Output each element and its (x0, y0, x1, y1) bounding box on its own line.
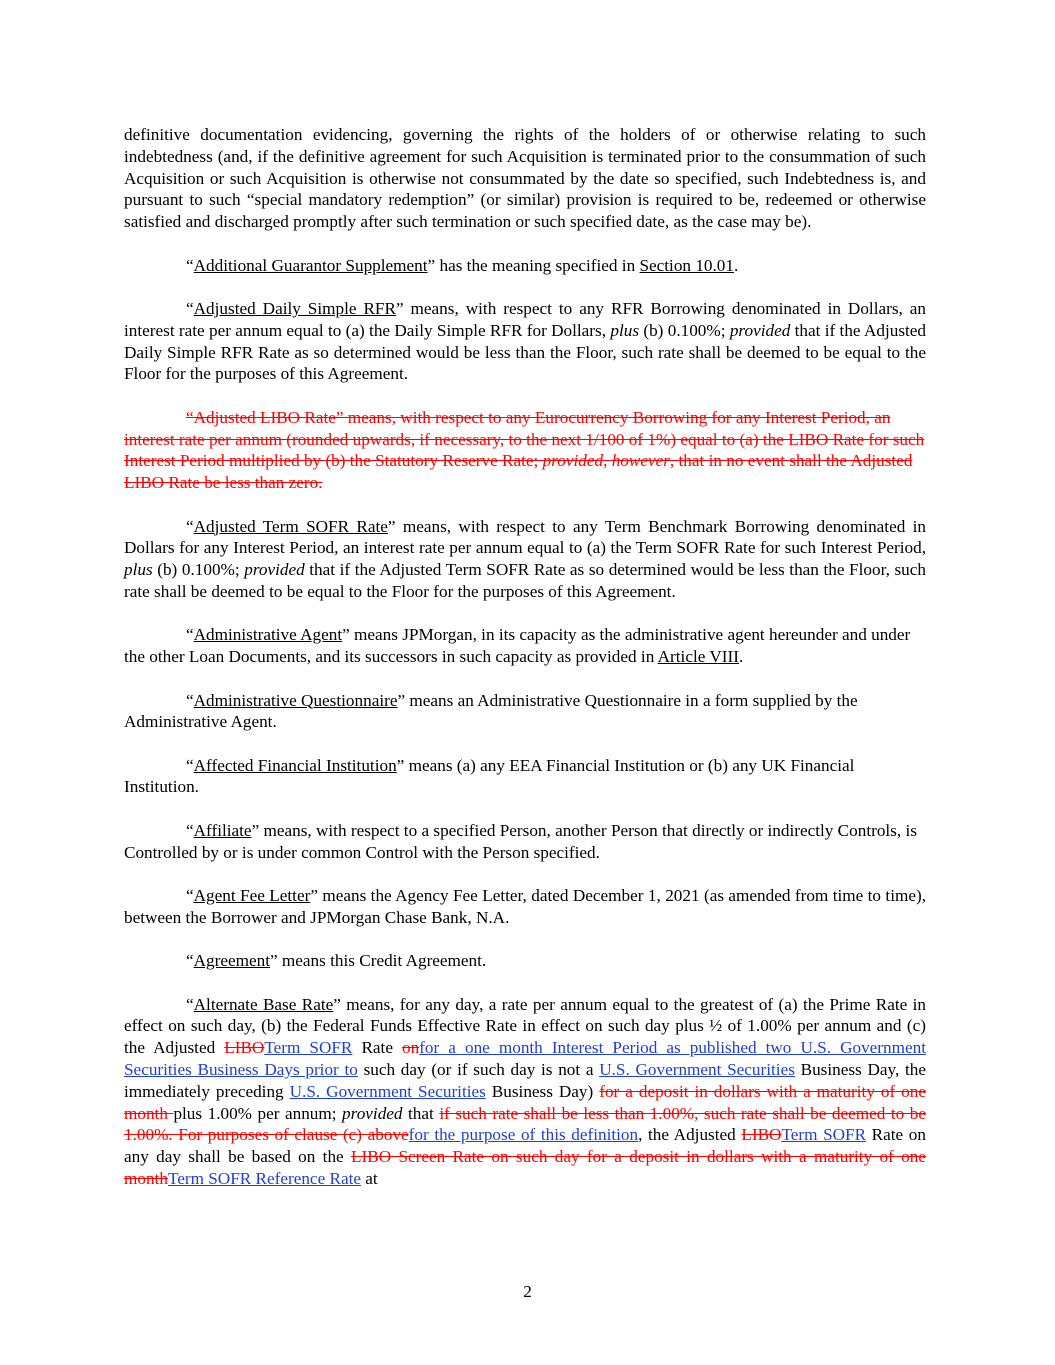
deleted-text: LIBO Screen Rate on such day for a deposit in dollars with a maturity of one month (124, 1147, 926, 1189)
definition-text: ” means, with respect to a specified Person, another Person that directly or indirectly Controls, is Controlled by or is under common Control with the Person specified. (124, 820, 917, 862)
inserted-text: U.S. Government Securities (289, 1081, 486, 1101)
defined-term: Affected Financial Institution (193, 755, 397, 775)
deleted-italic-text: however (611, 451, 670, 471)
open-quote: “ (186, 625, 194, 645)
definition-text: that (402, 1103, 440, 1123)
definition-text: Rate on any day shall be based on the (124, 1125, 926, 1167)
definition-text: such day (or if such day is not a (357, 1060, 600, 1080)
definition-alternate-base-rate (124, 994, 926, 1190)
open-quote: “ (186, 755, 194, 775)
definition-text: (b) 0.100%; (152, 560, 245, 580)
definition-text: ” means, for any day, a rate per annum equal to the greatest of (a) the Prime Rate in effect on such day, (b) the Federal Funds Effective Rate in effect on such day plus ½ of 1.00% per annum and (c) the Adjusted (124, 994, 926, 1058)
definition-affiliate (124, 820, 926, 864)
definition-adjusted-daily-simple-rfr (124, 298, 926, 385)
open-quote: “ (186, 886, 194, 906)
definition-text: ” means JPMorgan, in its capacity as the administrative agent hereunder and under the other Loan Documents, and its successors in such capacity as provided in (124, 625, 911, 667)
paragraph-continuation (124, 124, 926, 233)
defined-term: Agent Fee Letter (193, 886, 311, 906)
definition-administrative-agent (124, 624, 926, 668)
definition-adjusted-term-sofr-rate (124, 516, 926, 603)
open-quote: “ (186, 994, 194, 1014)
definition-additional-guarantor-supplement (124, 255, 926, 277)
open-quote: “ (186, 820, 194, 840)
defined-term: Administrative Agent (193, 625, 343, 645)
deleted-text: , that in no event shall the Adjusted LIBO Rate be less than zero. (124, 451, 913, 493)
open-quote: “ (186, 951, 194, 971)
article-reference: Article VIII (657, 647, 739, 667)
period: . (738, 647, 744, 667)
deleted-text: for a deposit in dollars with a maturity of one month (124, 1081, 926, 1123)
definition-text: Business Day, the immediately preceding (124, 1060, 926, 1101)
definition-text: ” means an Administrative Questionnaire in a form supplied by the Administrative Agent. (124, 690, 858, 732)
definition-text: , the Adjusted (638, 1125, 742, 1145)
open-quote: “ (186, 690, 194, 710)
defined-term: Agreement (193, 951, 270, 971)
italic-text: provided (729, 320, 791, 340)
deleted-text: LIBO (741, 1125, 782, 1145)
definition-text: ” means this Credit Agreement. (270, 951, 487, 971)
definition-text: Rate (352, 1038, 403, 1058)
italic-text: provided (244, 560, 305, 580)
definition-text: ” means, with respect to any RFR Borrowing denominated in Dollars, an interest rate per annum equal to (a) the Daily Simple RFR for Dollars, (124, 298, 927, 340)
page-number: 2 (523, 1282, 532, 1301)
definition-text: that if the Adjusted Term SOFR Rate as so determined would be less than the Floor, such rate shall be deemed to be equal to the Floor for the purposes of this Agreement. (124, 560, 926, 601)
definition-adjusted-libo-rate-deleted (124, 407, 926, 494)
defined-term: Alternate Base Rate (193, 994, 334, 1014)
defined-term: Administrative Questionnaire (193, 690, 398, 710)
definition-text: ” has the meaning specified in (427, 255, 640, 275)
inserted-text: Term SOFR (781, 1125, 867, 1145)
inserted-text: U.S. Government Securities (599, 1060, 795, 1080)
inserted-text: for a one month Interest Period as published two U.S. Government Securities Business Days prior to (124, 1038, 926, 1080)
definition-text: plus 1.00% per annum; (173, 1103, 343, 1123)
period: . (734, 255, 739, 275)
definition-text: Business Day) (485, 1081, 600, 1101)
deleted-text: “Adjusted LIBO Rate” means, with respect to any Eurocurrency Borrowing for any Interest Period, an interest rate per annum (rounded upwards, if necessary, to the next 1/100 of 1%) equal to (a) the LIBO Rate for such Interest Period multiplied by (b) the Statutory Reserve Rate; (124, 407, 925, 471)
defined-term: Additional Guarantor Supplement (193, 255, 428, 275)
definition-text: ” means (a) any EEA Financial Institution or (b) any UK Financial Institution. (124, 755, 855, 797)
definition-text: ” means the Agency Fee Letter, dated December 1, 2021 (as amended from time to time), between the Borrower and JPMorgan Chase Bank, N.A. (124, 886, 926, 927)
paragraph-text: definitive documentation evidencing, governing the rights of the holders of or otherwise relating to such indebtedness (and, if the definitive agreement for such Acquisition is terminated prior to the consummation of such Acquisition or such Acquisition is otherwise not consummated by the date so specified, such Indebtedness is, and pursuant to such “special mandatory redemption” (or similar) provision is required to be, redeemed or otherwise satisfied and discharged promptly after such termination or such specified date, as the case may be). (124, 125, 926, 232)
italic-text: plus (610, 320, 640, 340)
open-quote: “ (186, 516, 194, 536)
open-quote: “ (186, 255, 194, 275)
italic-text: plus (124, 560, 153, 580)
definition-text: at (361, 1169, 378, 1189)
open-quote: “ (186, 298, 194, 318)
deleted-text: LIBO (224, 1038, 265, 1058)
section-reference: Section 10.01 (639, 255, 734, 275)
defined-term: Affiliate (193, 820, 252, 840)
inserted-text: Term SOFR Reference Rate (167, 1169, 361, 1189)
definition-text: ” means, with respect to any Term Benchmark Borrowing denominated in Dollars for any Interest Period, an interest rate per annum equal to (a) the Term SOFR Rate for such Interest Period, (124, 516, 927, 558)
deleted-italic-text: provided (542, 451, 604, 471)
document-page (124, 124, 926, 1211)
definition-agreement (124, 950, 926, 972)
deleted-text: , (603, 451, 612, 471)
defined-term: Adjusted Term SOFR Rate (193, 516, 388, 536)
inserted-text: for the purpose of this definition (408, 1125, 639, 1145)
deleted-text: on (402, 1038, 420, 1058)
definition-affected-financial-institution (124, 755, 926, 799)
defined-term: Adjusted Daily Simple RFR (193, 298, 396, 318)
definition-administrative-questionnaire (124, 690, 926, 734)
definition-text: (b) 0.100%; (639, 320, 730, 340)
definition-text: that if the Adjusted Daily Simple RFR Rate as so determined would be less than the Floor, such rate shall be deemed to be equal to the Floor for the purposes of this Agreement. (124, 320, 927, 384)
italic-text: provided (342, 1103, 403, 1123)
deleted-text: if such rate shall be less than 1.00%, such rate shall be deemed to be 1.00%. For purposes of clause (c) above (124, 1103, 926, 1145)
inserted-text: Term SOFR (264, 1038, 353, 1058)
definition-agent-fee-letter (124, 885, 926, 929)
